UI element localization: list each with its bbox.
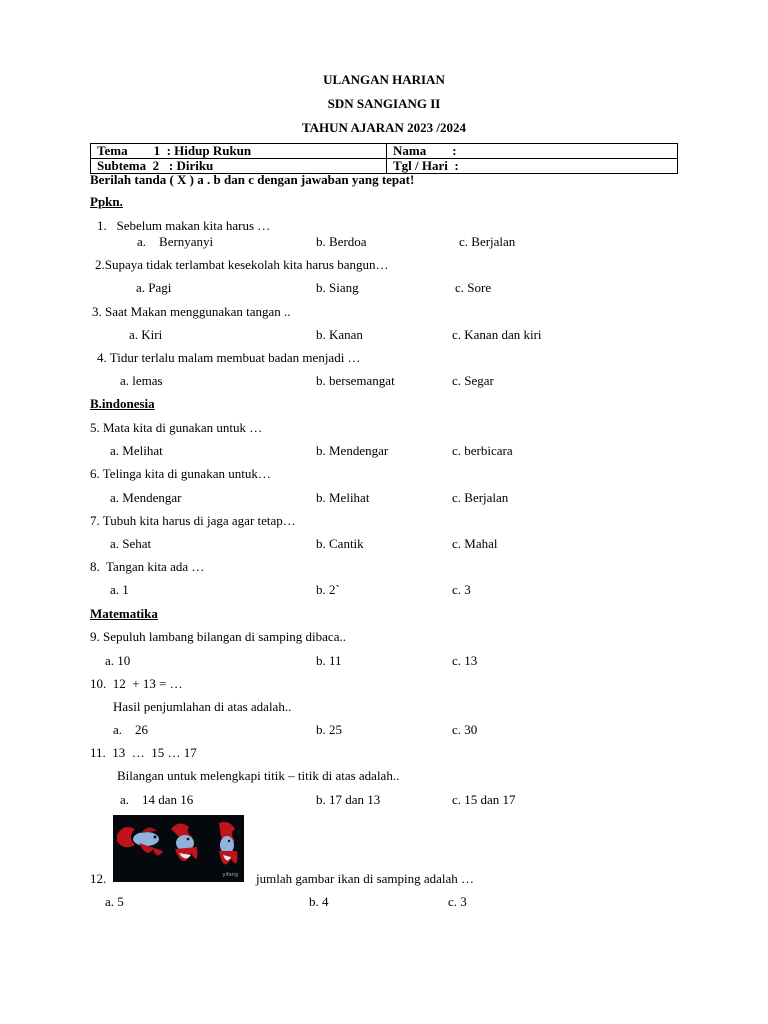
identity-table (90, 143, 678, 174)
q9-option-a: a. 10 (105, 653, 131, 668)
q12-option-b: b. 4 (309, 894, 329, 909)
question-4: 4. Tidur terlalu malam membuat badan menjadi … (97, 350, 361, 365)
q2-option-c: c. Sore (455, 280, 492, 295)
tema-cell: Tema 1 : Hidup Rukun (91, 144, 387, 159)
q1-option-b: b. Berdoa (316, 234, 367, 249)
school-year: TAHUN AJARAN 2023 /2024 (301, 120, 467, 135)
question-7: 7. Tubuh kita harus di jaga agar tetap… (90, 513, 296, 528)
q4-option-c: c. Segar (452, 373, 494, 388)
q3-option-a: a. Kiri (129, 327, 163, 342)
q12-subtext: jumlah gambar ikan di samping adalah … (256, 871, 475, 886)
q7-option-b: b. Cantik (316, 536, 364, 551)
subtema-cell: Subtema 2 : Diriku (91, 159, 387, 174)
school-name: SDN SANGIANG II (327, 96, 441, 111)
question-5: 5. Mata kita di gunakan untuk … (90, 420, 263, 435)
fish-3 (219, 822, 237, 865)
q8-option-a: a. 1 (110, 582, 129, 597)
q3-option-b: b. Kanan (316, 327, 363, 342)
tgl-hari-field: Tgl / Hari : (387, 159, 678, 174)
section-bindonesia: B.indonesia (90, 396, 155, 411)
betta-fish-image (113, 815, 244, 882)
q6-option-c: c. Berjalan (452, 490, 509, 505)
q11-option-b: b. 17 dan 13 (316, 792, 381, 807)
q4-option-b: b. bersemangat (316, 373, 395, 388)
question-1: 1. Sebelum makan kita harus … (97, 218, 271, 233)
fish-1 (117, 827, 163, 856)
q9-option-c: c. 13 (452, 653, 478, 668)
q9-option-b: b. 11 (316, 653, 342, 668)
q8-option-b: b. 2` (316, 582, 340, 597)
instruction: Berilah tanda ( X ) a . b dan c dengan jawaban yang tepat! (90, 172, 415, 187)
q2-option-b: b. Siang (316, 280, 359, 295)
q8-option-c: c. 3 (452, 582, 471, 597)
q6-option-a: a. Mendengar (110, 490, 182, 505)
q4-option-a: a. lemas (120, 373, 163, 388)
q11-subtext: Bilangan untuk melengkapi titik – titik di atas adalah.. (117, 768, 400, 783)
fish-2 (171, 823, 197, 861)
question-9: 9. Sepuluh lambang bilangan di samping dibaca.. (90, 629, 346, 644)
q5-option-c: c. berbicara (452, 443, 513, 458)
q10-subtext: Hasil penjumlahan di atas adalah.. (113, 699, 292, 714)
q7-option-a: a. Sehat (110, 536, 152, 551)
q10-option-a: a. 26 (113, 722, 149, 737)
q5-option-b: b. Mendengar (316, 443, 389, 458)
q12-option-a: a. 5 (105, 894, 124, 909)
question-6: 6. Telinga kita di gunakan untuk… (90, 466, 271, 481)
question-12: 12. (90, 871, 107, 886)
q11-option-c: c. 15 dan 17 (452, 792, 516, 807)
image-watermark: yifang (222, 872, 238, 878)
question-8: 8. Tangan kita ada … (90, 559, 205, 574)
q5-option-a: a. Melihat (110, 443, 163, 458)
exam-title: ULANGAN HARIAN (323, 72, 445, 87)
q3-option-c: c. Kanan dan kiri (452, 327, 542, 342)
q10-option-b: b. 25 (316, 722, 342, 737)
section-ppkn: Ppkn. (90, 194, 123, 209)
q12-option-c: c. 3 (448, 894, 467, 909)
question-11: 11. 13 … 15 … 17 (90, 745, 197, 760)
q1-option-a: a. Bernyanyi (137, 234, 214, 249)
q2-option-a: a. Pagi (136, 280, 172, 295)
question-2: 2.Supaya tidak terlambat kesekolah kita harus bangun… (95, 257, 389, 272)
q1-option-c: c. Berjalan (459, 234, 516, 249)
q6-option-b: b. Melihat (316, 490, 370, 505)
question-10: 10. 12 + 13 = … (90, 676, 183, 691)
question-3: 3. Saat Makan menggunakan tangan .. (92, 304, 291, 319)
q7-option-c: c. Mahal (452, 536, 498, 551)
q11-option-a: a. 14 dan 16 (120, 792, 194, 807)
section-matematika: Matematika (90, 606, 158, 621)
q10-option-c: c. 30 (452, 722, 478, 737)
nama-field: Nama : (387, 144, 678, 159)
